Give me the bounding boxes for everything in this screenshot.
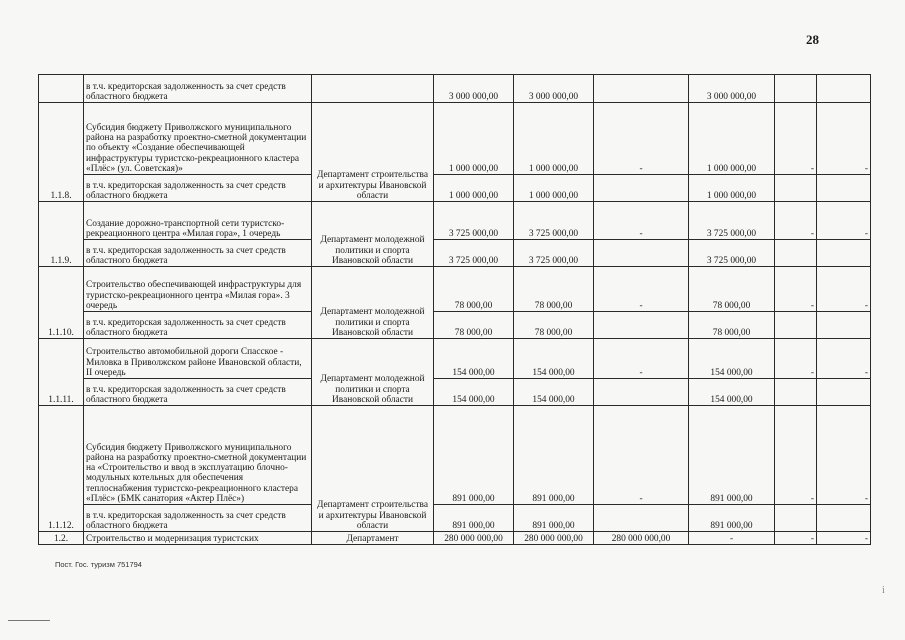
amount-cell: - (817, 267, 871, 312)
amount-cell: 891 000,00 (514, 505, 594, 532)
amount-cell: 78 000,00 (434, 267, 514, 312)
amount-cell (817, 379, 871, 406)
row-number: 1.1.9. (39, 202, 84, 267)
amount-cell: - (775, 103, 817, 175)
row-description: Строительство и модернизация туристских (84, 532, 312, 545)
row-number: 1.1.11. (39, 339, 84, 406)
amount-cell (594, 312, 689, 339)
row-description: в т.ч. кредиторская задолженность за счет средств областного бюджета (84, 75, 312, 103)
amount-cell: 1 000 000,00 (514, 175, 594, 202)
amount-cell: 891 000,00 (689, 505, 775, 532)
amount-cell: - (775, 406, 817, 505)
table-row (39, 406, 871, 505)
amount-cell: 3 725 000,00 (434, 240, 514, 267)
amount-cell: 1 000 000,00 (689, 103, 775, 175)
footer-rule (8, 620, 50, 621)
edge-mark: i (882, 585, 885, 596)
amount-cell: - (817, 339, 871, 379)
row-number: 1.1.12. (39, 406, 84, 532)
row-description: Создание дорожно-транспортной сети туристско-рекреационного центра «Милая гора», 1 очередь (84, 202, 312, 240)
responsible-department: Департамент строительства и архитектуры Ивановской области (312, 103, 434, 202)
row-number: 1.2. (39, 532, 84, 545)
amount-cell: 78 000,00 (514, 312, 594, 339)
amount-cell: 891 000,00 (514, 406, 594, 505)
footer-note: Пост. Гос. туризм 751794 (55, 560, 142, 569)
amount-cell (594, 505, 689, 532)
amount-cell: 1 000 000,00 (514, 103, 594, 175)
amount-cell: - (775, 202, 817, 240)
amount-cell: - (775, 339, 817, 379)
table-row (39, 505, 871, 532)
responsible-department (312, 75, 434, 103)
amount-cell: - (817, 202, 871, 240)
amount-cell: - (775, 532, 817, 545)
amount-cell: 891 000,00 (434, 505, 514, 532)
row-description: Строительство автомобильной дороги Спасское - Миловка в Приволжском районе Ивановской области, II очередь (84, 339, 312, 379)
amount-cell (817, 75, 871, 103)
amount-cell: 3 000 000,00 (514, 75, 594, 103)
amount-cell: 3 725 000,00 (689, 202, 775, 240)
amount-cell: 3 725 000,00 (689, 240, 775, 267)
amount-cell: 154 000,00 (689, 339, 775, 379)
amount-cell: 1 000 000,00 (689, 175, 775, 202)
budget-table (38, 74, 871, 545)
amount-cell: - (594, 103, 689, 175)
amount-cell: 280 000 000,00 (594, 532, 689, 545)
amount-cell: 78 000,00 (514, 267, 594, 312)
table-row (39, 202, 871, 240)
amount-cell: - (775, 267, 817, 312)
amount-cell: 280 000 000,00 (434, 532, 514, 545)
amount-cell (594, 379, 689, 406)
amount-cell: 1 000 000,00 (434, 103, 514, 175)
amount-cell: - (817, 532, 871, 545)
row-description: в т.ч. кредиторская задолженность за счет средств областного бюджета (84, 175, 312, 202)
table-row (39, 312, 871, 339)
table-row (39, 379, 871, 406)
responsible-department: Департамент молодежной политики и спорта Ивановской области (312, 202, 434, 267)
row-description: в т.ч. кредиторская задолженность за счет средств областного бюджета (84, 240, 312, 267)
amount-cell: 154 000,00 (689, 379, 775, 406)
amount-cell (594, 75, 689, 103)
amount-cell: 154 000,00 (434, 339, 514, 379)
amount-cell: - (594, 339, 689, 379)
table-row (39, 532, 871, 545)
amount-cell (775, 312, 817, 339)
responsible-department: Департамент (312, 532, 434, 545)
amount-cell: 154 000,00 (514, 379, 594, 406)
row-number (39, 75, 84, 103)
amount-cell: 1 000 000,00 (434, 175, 514, 202)
amount-cell (775, 379, 817, 406)
table-row (39, 75, 871, 103)
table-row (39, 267, 871, 312)
amount-cell: 891 000,00 (689, 406, 775, 505)
amount-cell: 280 000 000,00 (514, 532, 594, 545)
amount-cell: 3 725 000,00 (514, 240, 594, 267)
amount-cell (817, 505, 871, 532)
amount-cell: 154 000,00 (514, 339, 594, 379)
responsible-department: Департамент строительства и архитектуры Ивановской области (312, 406, 434, 532)
amount-cell: - (817, 406, 871, 505)
row-description: Субсидия бюджету Приволжского муниципального района на разработку проектно-сметной документации на «Строительство и ввод в эксплуатацию блочно-модульных котельных для обеспечения теплоснабжения туристско-рекреационного кластера «Плёс» (БМК санатория «Актер Плёс») (84, 406, 312, 505)
amount-cell (775, 240, 817, 267)
amount-cell: - (817, 103, 871, 175)
row-number: 1.1.10. (39, 267, 84, 339)
amount-cell (775, 75, 817, 103)
row-number: 1.1.8. (39, 103, 84, 202)
table-row (39, 339, 871, 379)
amount-cell: 78 000,00 (689, 312, 775, 339)
amount-cell (817, 175, 871, 202)
amount-cell: 3 000 000,00 (689, 75, 775, 103)
amount-cell (817, 312, 871, 339)
amount-cell: - (594, 267, 689, 312)
table-row (39, 103, 871, 175)
responsible-department: Департамент молодежной политики и спорта Ивановской области (312, 339, 434, 406)
amount-cell: 3 000 000,00 (434, 75, 514, 103)
row-description: в т.ч. кредиторская задолженность за счет средств областного бюджета (84, 312, 312, 339)
row-description: в т.ч. кредиторская задолженность за счет средств областного бюджета (84, 505, 312, 532)
amount-cell (817, 240, 871, 267)
amount-cell (594, 240, 689, 267)
amount-cell: 78 000,00 (689, 267, 775, 312)
amount-cell: 3 725 000,00 (514, 202, 594, 240)
amount-cell: 78 000,00 (434, 312, 514, 339)
responsible-department: Департамент молодежной политики и спорта Ивановской области (312, 267, 434, 339)
amount-cell: - (594, 406, 689, 505)
amount-cell: 154 000,00 (434, 379, 514, 406)
amount-cell: - (594, 202, 689, 240)
amount-cell: 3 725 000,00 (434, 202, 514, 240)
table-row (39, 175, 871, 202)
row-description: Строительство обеспечивающей инфраструктуры для туристско-рекреационного центра «Милая гора». 3 очередь (84, 267, 312, 312)
amount-cell: - (689, 532, 775, 545)
row-description: Субсидия бюджету Приволжского муниципального района на разработку проектно-сметной документации по объекту «Создание обеспечивающей инфраструктуры туристско-рекреационного кластера «Плёс» (ул. Советская)» (84, 103, 312, 175)
table-row (39, 240, 871, 267)
amount-cell: 891 000,00 (434, 406, 514, 505)
page-number: 28 (806, 32, 819, 47)
row-description: в т.ч. кредиторская задолженность за счет средств областного бюджета (84, 379, 312, 406)
amount-cell (775, 175, 817, 202)
amount-cell (775, 505, 817, 532)
amount-cell (594, 175, 689, 202)
